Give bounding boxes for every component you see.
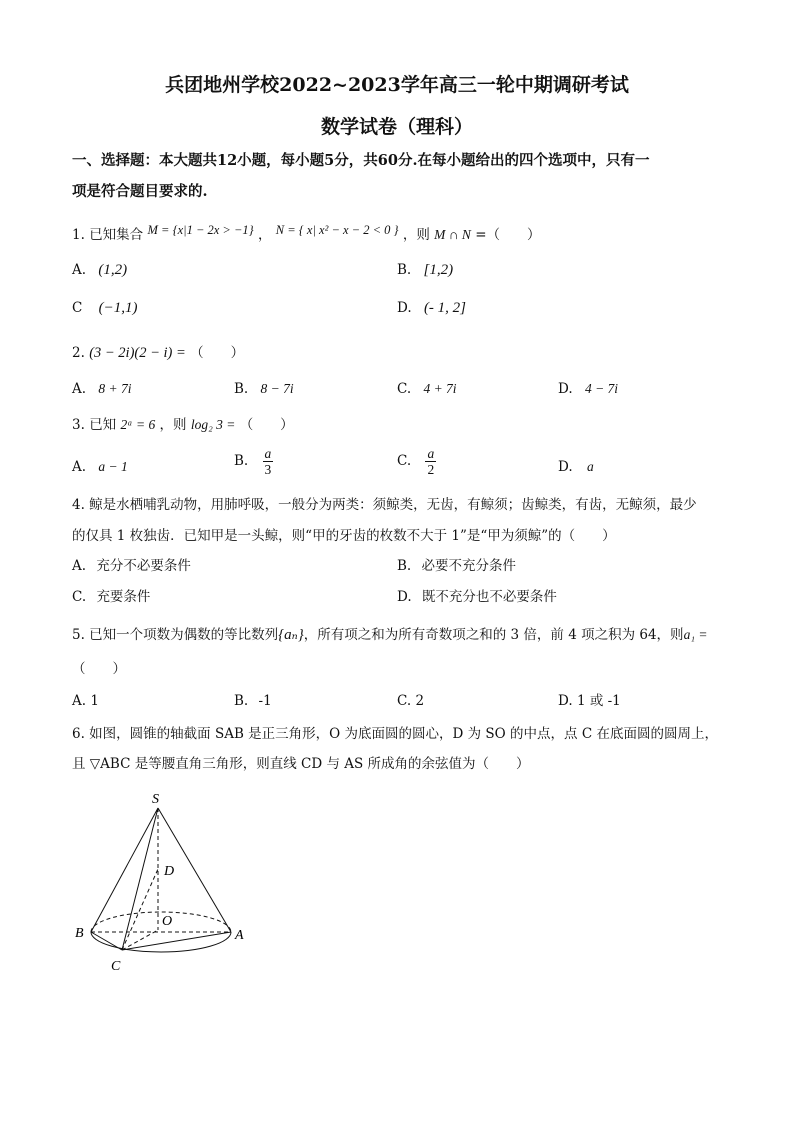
label-d: D: [164, 864, 175, 879]
segment-cd: [122, 869, 158, 950]
option-value: 4 − 7i: [584, 381, 619, 396]
question-6-line1: 6. 如图，圆锥的轴截面 SAB 是正三角形，O 为底面圆的圆心，D 为 SO 的中点，点 C 在底面圆的圆周上，: [72, 726, 718, 742]
cone-figure: [70, 785, 270, 985]
math-expression: log₂ 3 =: [190, 417, 236, 432]
question-5-line2: （ ）: [72, 661, 126, 677]
option-d[interactable]: [558, 692, 621, 710]
option-b[interactable]: [234, 692, 272, 710]
numerator: a: [264, 446, 272, 461]
set-n: N = { x| x² − x − 2 < 0 }: [275, 223, 399, 237]
option-value: 充分不必要条件: [96, 558, 191, 574]
option-value: 1: [90, 693, 99, 709]
option-value: (−1,1): [98, 300, 138, 316]
answer-blank: （ ）: [190, 345, 245, 361]
set-m: M = {x|1 − 2x > −1}: [147, 223, 254, 237]
math-expression: (3 − 2i)(2 − i) =: [89, 345, 186, 361]
option-label: D.: [558, 381, 573, 397]
option-c[interactable]: [72, 299, 138, 317]
option-value: -1: [258, 693, 272, 709]
option-d[interactable]: [397, 588, 557, 606]
option-b[interactable]: [397, 261, 453, 279]
option-label: C.: [72, 589, 87, 605]
question-number: 3.: [72, 417, 85, 433]
question-number: 2.: [72, 345, 85, 361]
option-d[interactable]: [397, 299, 466, 317]
question-4-line2: 的仅具 1 枚独齿．已知甲是一头鲸，则“甲的牙齿的枚数不大于 1”是“甲为须鲸”的（ ）: [72, 528, 616, 544]
option-a[interactable]: [72, 380, 131, 398]
option-label: D.: [558, 459, 573, 475]
option-a[interactable]: [72, 692, 99, 710]
option-b[interactable]: [397, 557, 516, 575]
option-value: 充要条件: [96, 589, 151, 605]
segment-bc: [91, 932, 122, 950]
option-label: B.: [397, 262, 412, 278]
label-c: C: [111, 959, 121, 974]
denominator: 2: [427, 462, 435, 477]
option-label: A.: [72, 459, 87, 475]
question-5-line1: [72, 626, 708, 644]
option-d[interactable]: [558, 458, 594, 476]
label-b: B: [75, 926, 84, 941]
question-text: ，所有项之和为所有奇数项之和的 3 倍，前 4 项之积为 64，则: [303, 627, 684, 643]
segment-ca: [122, 932, 231, 950]
option-label: D.: [397, 300, 412, 316]
option-label: D.: [397, 589, 412, 605]
edge-sc: [122, 808, 158, 950]
question-text: 已知: [89, 417, 117, 433]
option-value: a − 1: [98, 459, 128, 474]
option-b[interactable]: [234, 446, 273, 477]
section-heading-line2: 项是符合题目要求的.: [72, 183, 208, 200]
option-label: C.: [397, 693, 412, 709]
option-value: 4 + 7i: [423, 381, 457, 396]
option-b[interactable]: [234, 380, 294, 398]
fraction: [425, 446, 436, 477]
question-1: [72, 223, 541, 244]
exam-subtitle: 数学试卷（理科）: [320, 116, 473, 138]
base-ellipse-back: [91, 912, 231, 932]
option-label: C.: [397, 381, 412, 397]
option-value: (- 1, 2]: [423, 300, 467, 316]
option-d[interactable]: [558, 380, 618, 398]
question-text: ，则: [402, 227, 430, 243]
option-a[interactable]: [72, 458, 128, 476]
math-condition: 2ᵃ = 6: [120, 417, 156, 432]
question-text: 已知集合: [89, 227, 144, 243]
label-s: S: [152, 792, 159, 807]
section-heading-line1: 一、选择题：本大题共12小题，每小题5分，共60分.在每小题给出的四个选项中，只有一: [72, 152, 650, 169]
option-a[interactable]: [72, 261, 127, 279]
option-value: 8 + 7i: [98, 381, 132, 396]
option-c[interactable]: [397, 446, 436, 477]
question-3: [72, 416, 294, 434]
denominator: 3: [264, 462, 272, 477]
option-c[interactable]: [397, 380, 457, 398]
question-text: ，则: [159, 417, 187, 433]
question-2: [72, 344, 244, 362]
option-value: [1,2): [423, 262, 454, 278]
option-value: (1,2): [98, 262, 128, 278]
option-label: A.: [72, 693, 87, 709]
option-label: B.: [234, 693, 249, 709]
option-label: A.: [72, 262, 87, 278]
option-label: A.: [72, 381, 87, 397]
question-6-line2: 且 ▽ABC 是等腰直角三角形，则直线 CD 与 AS 所成角的余弦值为（ ）: [72, 756, 530, 772]
question-4-line1: 4. 鲸是水栖哺乳动物，用肺呼吸，一般分为两类：须鲸类，无齿，有鲸须；齿鲸类，有齿，无鲸须，最少: [72, 497, 697, 513]
option-label: B.: [234, 453, 249, 469]
option-a[interactable]: [72, 557, 191, 575]
option-label: D.: [558, 693, 573, 709]
option-label: B.: [397, 558, 412, 574]
numerator: a: [427, 446, 435, 461]
option-value: a: [586, 459, 594, 474]
edge-sb: [91, 808, 158, 932]
label-a: A: [235, 928, 244, 943]
fraction: [263, 446, 274, 477]
sequence-symbol: {aₙ}: [278, 627, 304, 643]
label-o: O: [162, 914, 173, 929]
option-c[interactable]: [397, 692, 424, 710]
comma: ，: [257, 227, 272, 243]
question-number: 1.: [72, 227, 85, 243]
answer-blank: （ ）: [239, 417, 294, 433]
option-label: A.: [72, 558, 87, 574]
question-text: 5. 已知一个项数为偶数的等比数列: [72, 627, 279, 643]
math-expression: a₁ =: [683, 627, 708, 642]
exam-title: 兵团地州学校2022~2023学年高三一轮中期调研考试: [165, 74, 629, 96]
option-value: 必要不充分条件: [421, 558, 517, 574]
answer-blank: =（ ）: [475, 227, 541, 243]
option-c[interactable]: [72, 588, 150, 606]
option-label: C.: [397, 453, 412, 469]
option-value: 8 − 7i: [260, 381, 294, 396]
option-value: 1 或 -1: [576, 693, 621, 709]
option-label: B.: [234, 381, 249, 397]
math-expression: M ∩ N: [434, 227, 471, 242]
option-value: 2: [415, 693, 425, 709]
option-value: 既不充分也不必要条件: [421, 589, 557, 605]
option-label: C: [72, 300, 83, 316]
